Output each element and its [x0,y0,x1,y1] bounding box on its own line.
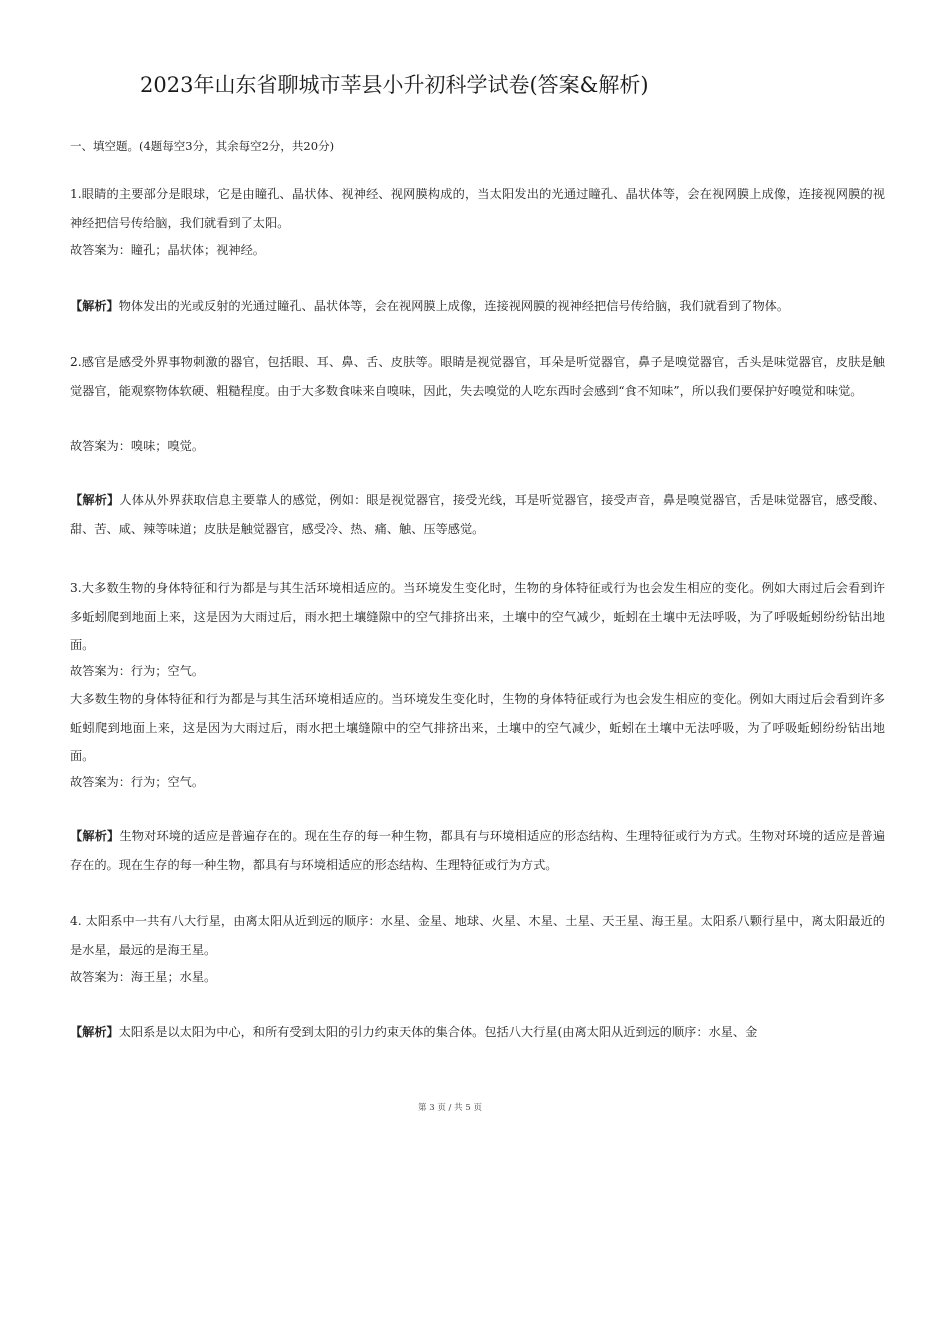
question-3-text-repeat: 大多数生物的身体特征和行为都是与其生活环境相适应的。当环境发生变化时，生物的身体特征或行为也会发生相应的变化。例如大雨过后会看到许多蚯蚓爬到地面上来，这是因为大雨过后，雨水把土壤缝隙中的空气排挤出来，土壤中的空气减少，蚯蚓在土壤中无法呼吸，为了呼吸蚯蚓纷纷钻出地面。 [70,692,885,763]
analysis-tag: 【解析】 [70,493,120,507]
question-2-analysis: 【解析】人体从外界获取信息主要靠人的感觉，例如：眼是视觉器官，接受光线，耳是听觉器官，接受声音，鼻是嗅觉器官，舌是味觉器官，感受酸、甜、苦、咸、辣等味道；皮肤是触觉器官，感受冷、热、痛、触、压等感觉。 [70,493,886,536]
question-2-answer: 故答案为：嗅味；嗅觉。 [70,439,205,453]
analysis-tag: 【解析】 [70,829,120,843]
question-2-text: 2.感官是感受外界事物刺激的器官，包括眼、耳、鼻、舌、皮肤等。眼睛是视觉器官，耳朵是听觉器官，鼻子是嗅觉器官，舌头是味觉器官，皮肤是触觉器官，能观察物体软硬、粗糙程度。由于大多数食味来自嗅味，因此，失去嗅觉的人吃东西时会感到“食不知味”，所以我们要保护好嗅觉和味觉。 [70,355,885,398]
question-3-analysis: 【解析】生物对环境的适应是普遍存在的。现在生存的每一种生物，都具有与环境相适应的形态结构、生理特征或行为方式。生物对环境的适应是普遍存在的。现在生存的每一种生物，都具有与环境相适应的形态结构、生理特征或行为方式。 [70,829,886,872]
question-4-analysis: 【解析】太阳系是以太阳为中心，和所有受到太阳的引力约束天体的集合体。包括八大行星(由离太阳从近到远的顺序：水星、金 [70,1025,758,1039]
question-1-analysis: 【解析】物体发出的光或反射的光通过瞳孔、晶状体等，会在视网膜上成像，连接视网膜的视神经把信号传给脑，我们就看到了物体。 [70,299,790,313]
question-1-text: 1.眼睛的主要部分是眼球，它是由瞳孔、晶状体、视神经、视网膜构成的，当太阳发出的光通过瞳孔、晶状体等，会在视网膜上成像，连接视网膜的视神经把信号传给脑，我们就看到了太阳。 [70,187,885,230]
page-footer: 第 3 页 / 共 5 页 [418,1103,482,1113]
question-4-answer: 故答案为：海王星；水星。 [70,970,217,984]
analysis-tag: 【解析】 [70,299,119,313]
question-3-answer: 故答案为：行为；空气。 [70,664,205,678]
analysis-tag: 【解析】 [70,1025,119,1039]
document-title: 2023年山东省聊城市莘县小升初科学试卷(答案&解析) [140,73,649,97]
question-3-text: 3.大多数生物的身体特征和行为都是与其生活环境相适应的。当环境发生变化时，生物的身体特征或行为也会发生相应的变化。例如大雨过后会看到许多蚯蚓爬到地面上来，这是因为大雨过后，雨水把土壤缝隙中的空气排挤出来，土壤中的空气减少，蚯蚓在土壤中无法呼吸，为了呼吸蚯蚓纷纷钻出地面。 [70,581,885,652]
question-3-answer-repeat: 故答案为：行为；空气。 [70,775,205,789]
question-4-text: 4. 太阳系中一共有八大行星，由离太阳从近到远的顺序：水星、金星、地球、火星、木星、土星、天王星、海王星。太阳系八颗行星中，离太阳最近的是水星，最远的是海王星。 [70,914,885,957]
question-1-answer: 故答案为：瞳孔；晶状体；视神经。 [70,243,265,257]
section-heading: 一、填空题。(4题每空3分，其余每空2分，共20分) [70,139,335,153]
